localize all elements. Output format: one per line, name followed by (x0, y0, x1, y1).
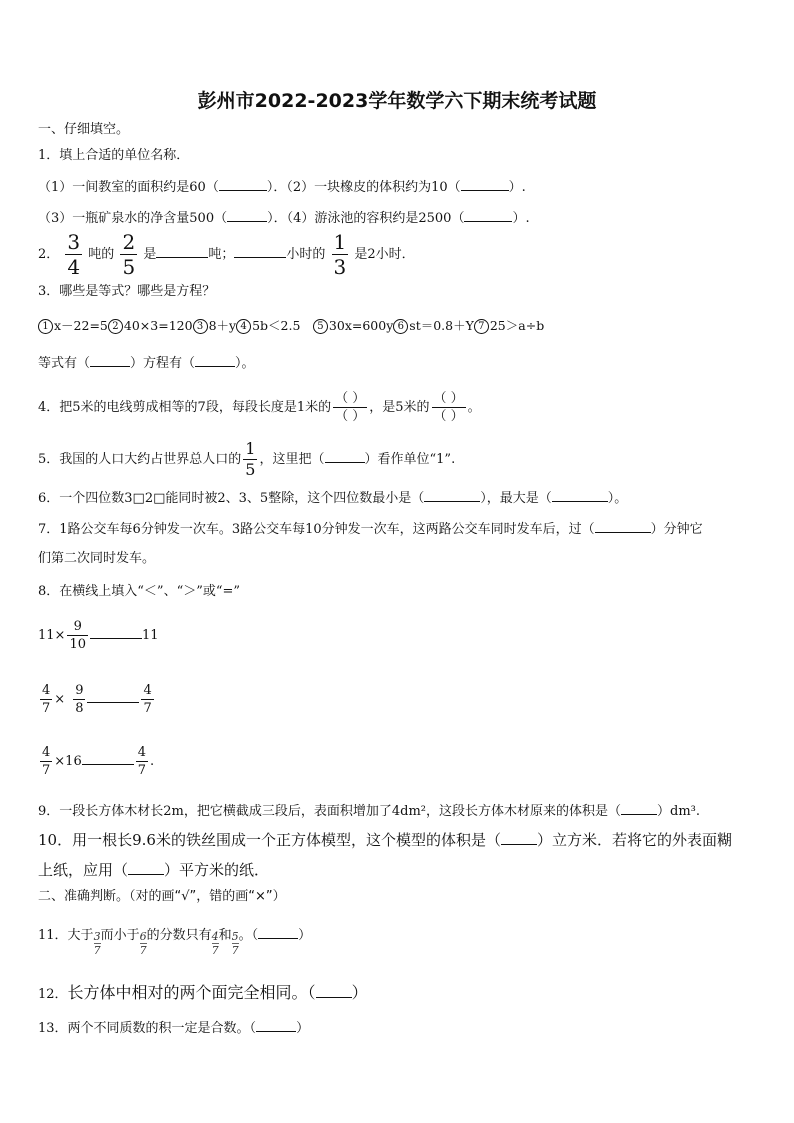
question-text: 的分数只有 (146, 928, 212, 943)
question-12 (38, 982, 368, 1006)
fraction: $\frac{3}{7}$ (93, 930, 101, 957)
question-text: 。（ (238, 928, 259, 943)
answer-blank[interactable] (595, 518, 651, 533)
question-7-line-1 (38, 518, 703, 540)
question-1-line-1 (38, 176, 526, 198)
answer-blank[interactable] (621, 800, 657, 815)
question-text: ），最大是（ (480, 491, 552, 506)
question-text: 哪些是等式？哪些是方程？ (59, 284, 216, 299)
question-text: 是2小时． (354, 247, 415, 262)
answer-blank[interactable] (256, 1017, 296, 1032)
question-text: ）。 (235, 356, 255, 371)
fraction: $\frac{9}{8}$ (75, 683, 84, 716)
answer-blank[interactable] (90, 352, 130, 367)
question-3-answers (38, 352, 255, 374)
question-text: （3）一瓶矿泉水的净含量500（ (38, 211, 228, 226)
question-number: 2． (38, 247, 60, 262)
question-8-expr-3 (38, 742, 154, 782)
question-2 (38, 232, 415, 277)
question-text: ）．（4）游泳池的容积约是2500（ (267, 211, 465, 226)
question-number: 11． (38, 928, 68, 943)
question-8-stem (38, 582, 240, 602)
question-text: 而小于 (100, 928, 140, 943)
question-number: 8． (38, 584, 60, 599)
question-4 (38, 386, 481, 430)
question-text: 吨； (208, 247, 235, 262)
fraction: $\frac{4}{7}$ (211, 930, 219, 957)
fraction-blank[interactable]: $\frac{( )}{( )}$ (335, 391, 366, 424)
question-number: 6． (38, 491, 60, 506)
expr-text: . (150, 754, 155, 769)
q3-item-3: 3 8＋y (193, 318, 237, 333)
question-text: ）分钟它 (650, 522, 703, 537)
question-7-line-2: 们第二次同时发车。 (38, 551, 156, 566)
question-10-line-1 (38, 829, 732, 851)
question-10-line-2 (38, 859, 269, 881)
question-8-expr-1 (38, 616, 159, 656)
question-number: 1． (38, 148, 60, 163)
q3-item-1: 1 x－22=5 (38, 318, 108, 333)
question-text: 和 (218, 928, 232, 943)
question-11 (38, 916, 311, 956)
question-text: ）。 (607, 491, 628, 506)
answer-blank[interactable] (195, 352, 235, 367)
question-5 (38, 440, 455, 480)
fraction: $\frac{1}{5}$ (245, 439, 256, 479)
question-text: ） (296, 1021, 310, 1036)
fraction: $\frac{4}{7}$ (42, 683, 51, 716)
question-text: ，这里把（ (259, 452, 325, 467)
question-text: 1路公交车每6分钟发一次车。3路公交车每10分钟发一次车，这两路公交车同时发车后，过（ (59, 522, 595, 537)
answer-blank[interactable] (87, 688, 139, 703)
question-text: ，是5米的 (369, 400, 430, 415)
question-number: 5． (38, 452, 60, 467)
answer-blank[interactable] (325, 448, 365, 463)
question-text: 长方体中相对的两个面完全相同。（ (67, 983, 316, 1002)
question-text: 一个四位数3□2□能同时被2、3、5整除，这个四位数最小是（ (59, 491, 425, 506)
question-number: 4． (38, 400, 60, 415)
fraction: $\frac{4}{7}$ (143, 683, 152, 716)
fraction-blank[interactable]: $\frac{( )}{( )}$ (433, 391, 464, 424)
q3-item-5: 5 30x=600y (313, 318, 393, 333)
section-heading-judgement: 二、准确判断。（对的画“√”，错的画“×”） (38, 889, 286, 904)
question-text: ）. (508, 180, 526, 195)
answer-blank[interactable] (424, 487, 480, 502)
expr-text: 11 (141, 628, 159, 643)
question-text: 把5米的电线剪成相等的7段，每段长度是1米的 (59, 400, 332, 415)
question-6 (38, 487, 627, 509)
fraction: $\frac{9}{10}$ (69, 619, 86, 652)
fraction: $\frac{3}{4}$ (67, 230, 81, 279)
q3-item-7: 7 25＞a÷b (474, 318, 544, 333)
question-text: ）立方米．若将它的外表面糊 (536, 831, 732, 849)
answer-blank[interactable] (316, 983, 352, 998)
question-number: 12． (38, 987, 68, 1002)
question-text: 用一根长9.6米的铁丝围成一个正方体模型，这个模型的体积是（ (72, 831, 501, 849)
question-text: 填上合适的单位名称． (59, 148, 190, 163)
fraction: $\frac{1}{3}$ (333, 230, 347, 279)
question-text: 是 (143, 247, 157, 262)
q3-item-2: 2 40×3=120 (108, 318, 193, 333)
answer-blank[interactable] (234, 243, 286, 258)
fraction: $\frac{5}{7}$ (231, 930, 239, 957)
fraction: $\frac{4}{7}$ (42, 745, 51, 778)
answer-blank[interactable] (227, 207, 267, 222)
answer-blank[interactable] (156, 243, 208, 258)
question-number: 13． (38, 1021, 68, 1036)
question-text: 上纸，应用（ (38, 861, 129, 879)
answer-blank[interactable] (461, 176, 509, 191)
question-3-items (38, 316, 544, 336)
fraction: $\frac{4}{7}$ (137, 745, 146, 778)
question-1-stem (38, 146, 189, 166)
question-text: ） (298, 928, 312, 943)
expr-text: × (54, 692, 66, 707)
expr-text: ×16 (54, 754, 82, 769)
answer-blank[interactable] (128, 860, 164, 875)
question-text: 小时的 (286, 247, 326, 262)
question-text: 在横线上填入“＜”、“＞”或“=” (59, 584, 241, 599)
question-text: 等式有（ (38, 356, 91, 371)
answer-blank[interactable] (219, 176, 267, 191)
answer-blank[interactable] (464, 207, 512, 222)
question-text: 吨的 (88, 247, 115, 262)
question-number: 9． (38, 804, 60, 819)
question-text: 大于 (67, 928, 94, 943)
question-number: 10． (38, 831, 73, 849)
answer-blank[interactable] (90, 624, 142, 639)
answer-blank[interactable] (82, 750, 134, 765)
question-text: ）平方米的纸． (164, 861, 270, 879)
question-9 (38, 800, 700, 822)
question-text: 一段长方体木材长2m，把它横截成三段后，表面积增加了4dm²，这段长方体木材原来的体积是（ (59, 804, 622, 819)
question-text: 两个不同质数的积一定是合数。（ (67, 1021, 257, 1036)
page-title: 彭州市2022-2023学年数学六下期末统考试题 (197, 90, 597, 112)
question-8-expr-2 (38, 680, 156, 720)
question-text: ）方程有（ (130, 356, 196, 371)
question-text: ）看作单位“1”. (364, 452, 456, 467)
question-13 (38, 1017, 309, 1039)
question-text: 。 (467, 400, 481, 415)
q3-item-4: 4 5b＜2.5 (236, 318, 313, 333)
question-text: 我国的人口大约占世界总人口的 (59, 452, 242, 467)
question-text: （1）一间教室的面积约是60（ (38, 180, 219, 195)
answer-blank[interactable] (501, 830, 537, 845)
q3-item-6: 6 st＝0.8＋Y (393, 318, 474, 333)
question-1-line-2 (38, 207, 530, 229)
question-text: ）. (512, 211, 530, 226)
fraction: $\frac{2}{5}$ (122, 230, 136, 279)
question-text: ）dm³. (657, 804, 701, 819)
answer-blank[interactable] (552, 487, 608, 502)
question-number: 7． (38, 522, 60, 537)
section-heading-fill-blank: 一、仔细填空。 (38, 122, 130, 137)
question-text: ）．（2）一块橡皮的体积约为10（ (266, 180, 461, 195)
question-number: 3． (38, 284, 60, 299)
question-3-stem (38, 282, 215, 302)
answer-blank[interactable] (258, 924, 298, 939)
expr-text: 11× (38, 628, 66, 643)
question-text: ） (351, 983, 368, 1002)
fraction: $\frac{6}{7}$ (139, 930, 147, 957)
